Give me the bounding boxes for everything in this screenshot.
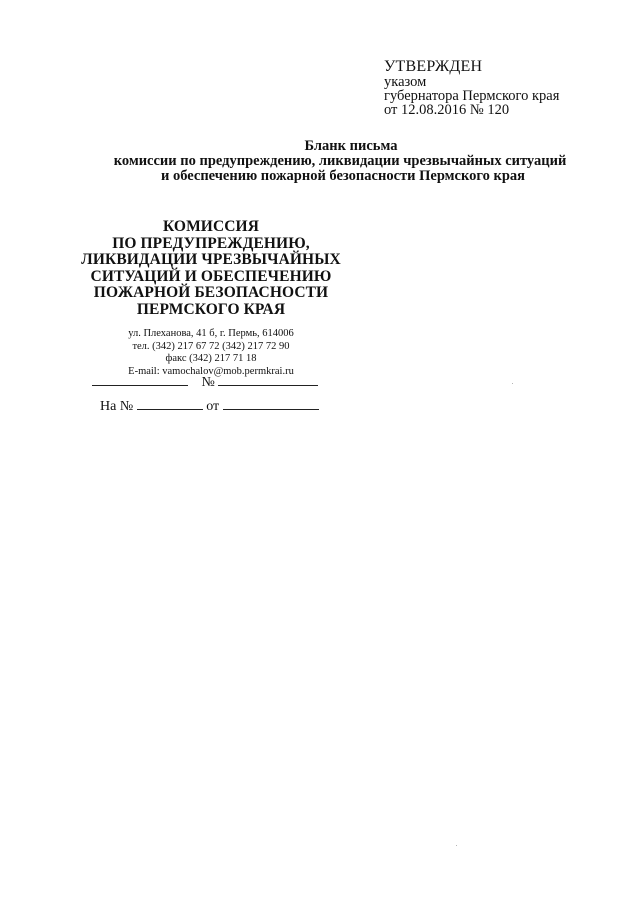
organization-name-line: ПОЖАРНОЙ БЕЗОПАСНОСТИ xyxy=(93,284,329,301)
approval-stamp xyxy=(384,58,624,117)
reply-from-label: от xyxy=(206,399,220,414)
form-heading-title: Бланк письма xyxy=(304,138,398,154)
scan-speck xyxy=(456,845,457,846)
organization-name-line: ПО ПРЕДУПРЕЖДЕНИЮ, xyxy=(112,234,310,252)
organization-phone: тел. (342) 217 67 72 (342) 217 72 90 xyxy=(132,340,290,352)
organization-name-line: ПЕРМСКОГО КРАЯ xyxy=(136,300,286,318)
reply-date-blank-line xyxy=(223,395,319,410)
organization-email: E-mail: vamochalov@mob.permkrai.ru xyxy=(128,365,294,377)
reply-number-blank-line xyxy=(137,395,203,410)
scan-speck xyxy=(512,383,513,384)
organization-name xyxy=(78,219,344,318)
organization-block xyxy=(78,219,344,378)
organization-name-line: СИТУАЦИЙ И ОБЕСПЕЧЕНИЮ xyxy=(90,267,332,285)
reply-number-label: На № xyxy=(100,399,134,414)
number-blank-line xyxy=(218,371,318,386)
form-heading-line-3: и обеспечению пожарной безопасности Пермского края xyxy=(160,168,525,184)
registration-fields xyxy=(92,371,332,419)
approval-title: УТВЕРЖДЕН xyxy=(384,58,483,75)
organization-name-line: КОМИССИЯ xyxy=(162,218,260,235)
approval-line-date: от 12.08.2016 № 120 xyxy=(384,102,510,118)
outgoing-registration-row xyxy=(92,371,332,395)
organization-name-line: ЛИКВИДАЦИИ ЧРЕЗВЫЧАЙНЫХ xyxy=(81,251,341,268)
organization-fax: факс (342) 217 71 18 xyxy=(165,353,257,364)
form-heading-line-2: комиссии по предупреждению, ликвидации чрезвычайных ситуаций xyxy=(113,153,567,169)
organization-address: ул. Плеханова, 41 б, г. Пермь, 614006 xyxy=(128,328,294,339)
date-blank-line xyxy=(92,371,188,386)
number-label: № xyxy=(201,375,215,390)
approval-line-decree: указом xyxy=(384,74,427,90)
approval-line-governor: губернатора Пермского края xyxy=(384,88,560,104)
reply-registration-row xyxy=(92,395,332,419)
form-heading xyxy=(60,139,620,184)
